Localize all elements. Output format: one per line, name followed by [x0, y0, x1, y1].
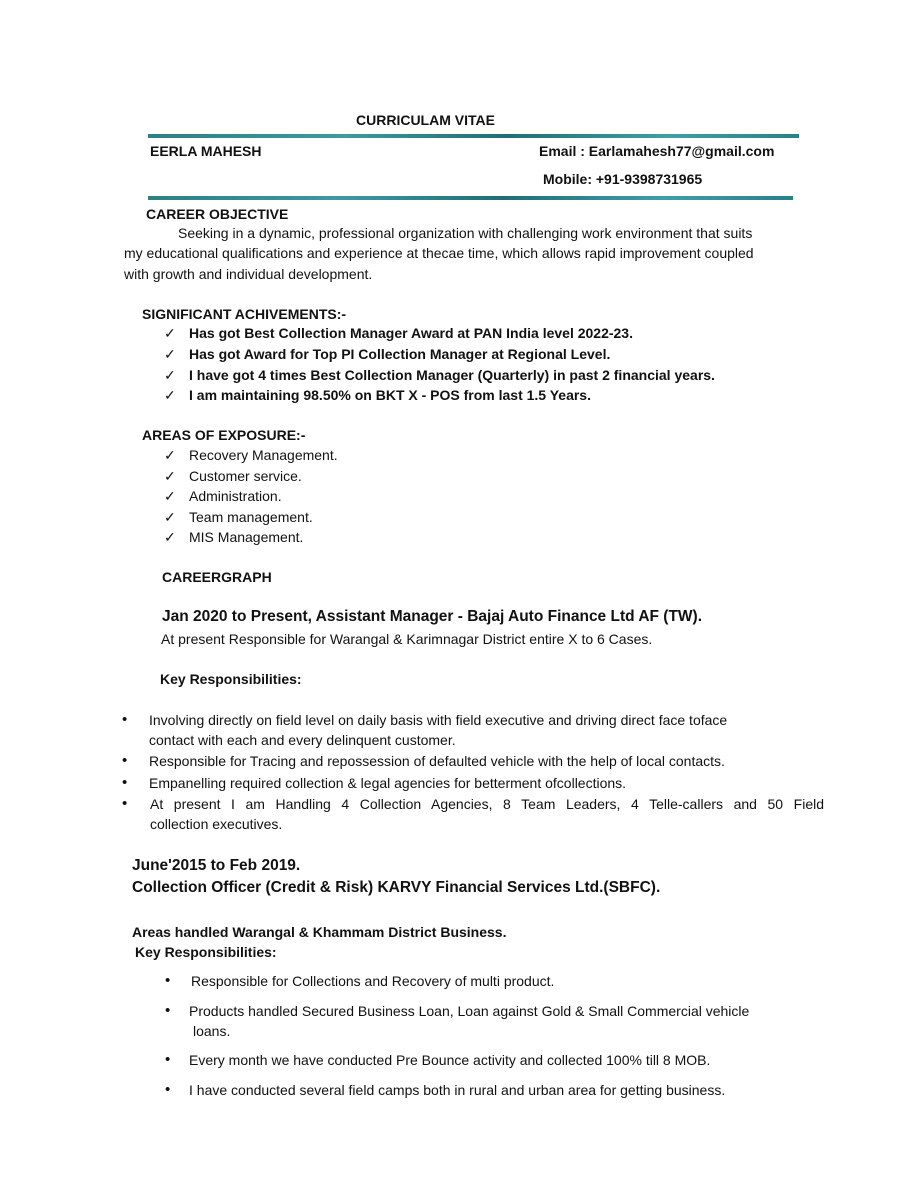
job1-resp-line: contact with each and every delinquent customer.	[149, 732, 456, 748]
job1-resp-line: Responsible for Tracing and repossession of defaulted vehicle with the help of local contacts.	[149, 753, 725, 769]
objective-line: with growth and individual development.	[124, 266, 373, 282]
job1-resp-line: Empanelling required collection & legal agencies for betterment ofcollections.	[149, 775, 627, 791]
objective-line: my educational qualifications and experience at thecae time, which allows rapid improvement coupled	[124, 245, 754, 261]
bullet-icon: •	[165, 1051, 171, 1068]
mobile-text: Mobile: +91-9398731965	[543, 171, 703, 187]
job2-title: Collection Officer (Credit & Risk) KARVY Financial Services Ltd.(SBFC).	[132, 879, 661, 896]
job1-responsibilities-heading: Key Responsibilities:	[160, 671, 302, 687]
bullet-icon: •	[165, 1081, 171, 1098]
job2-areas: Areas handled Warangal & Khammam District Business.	[132, 924, 507, 940]
check-icon: ✓	[164, 468, 176, 484]
job2-resp-line: Responsible for Collections and Recovery of multi product.	[191, 973, 555, 989]
careergraph-heading: CAREERGRAPH	[162, 569, 272, 585]
exposure-item: Recovery Management.	[189, 447, 338, 463]
document-title: CURRICULAM VITAE	[356, 112, 495, 128]
job2-resp-line: I have conducted several field camps both in rural and urban area for getting business.	[189, 1082, 726, 1098]
bullet-icon: •	[122, 752, 128, 769]
check-icon: ✓	[164, 325, 176, 341]
check-icon: ✓	[164, 447, 176, 463]
achievement-item: I am maintaining 98.50% on BKT X - POS from last 1.5 Years.	[189, 387, 591, 403]
job1-resp-line: Involving directly on field level on daily basis with field executive and driving direct face toface	[149, 712, 728, 728]
bullet-icon: •	[122, 711, 128, 728]
candidate-name: EERLA MAHESH	[150, 143, 262, 159]
objective-heading: CAREER OBJECTIVE	[146, 206, 289, 222]
bullet-icon: •	[165, 1002, 171, 1019]
email-text: Email : Earlamahesh77@gmail.com	[539, 143, 775, 159]
job1-resp-line: collection executives.	[150, 816, 283, 832]
job1-resp-line: At present I am Handling 4 Collection Agencies, 8 Team Leaders, 4 Telle-callers and 50 Field	[150, 796, 824, 812]
check-icon: ✓	[164, 509, 176, 525]
job2-period: June'2015 to Feb 2019.	[132, 857, 301, 874]
bullet-icon: •	[165, 972, 171, 989]
exposure-heading: AREAS OF EXPOSURE:-	[142, 427, 306, 443]
job2-resp-line: Products handled Secured Business Loan, Loan against Gold & Small Commercial vehicle	[189, 1003, 750, 1019]
check-icon: ✓	[164, 529, 176, 545]
achievement-item: I have got 4 times Best Collection Manager (Quarterly) in past 2 financial years.	[189, 367, 715, 383]
job2-resp-line: loans.	[193, 1023, 231, 1039]
job2-responsibilities-heading: Key Responsibilities:	[135, 944, 277, 960]
top-divider	[148, 134, 799, 138]
bullet-icon: •	[122, 774, 128, 791]
achievement-item: Has got Award for Top PI Collection Manager at Regional Level.	[189, 346, 611, 362]
job1-title: Jan 2020 to Present, Assistant Manager - Bajaj Auto Finance Ltd AF (TW).	[162, 608, 703, 625]
job1-summary: At present Responsible for Warangal & Karimnagar District entire X to 6 Cases.	[161, 631, 653, 647]
exposure-item: MIS Management.	[189, 529, 304, 545]
job2-resp-line: Every month we have conducted Pre Bounce activity and collected 100% till 8 MOB.	[189, 1052, 711, 1068]
check-icon: ✓	[164, 346, 176, 362]
check-icon: ✓	[164, 488, 176, 504]
check-icon: ✓	[164, 387, 176, 403]
exposure-item: Team management.	[189, 509, 313, 525]
objective-line: Seeking in a dynamic, professional organization with challenging work environment that suits	[178, 225, 753, 241]
check-icon: ✓	[164, 367, 176, 383]
achievement-item: Has got Best Collection Manager Award at PAN India level 2022-23.	[189, 325, 633, 341]
achievements-heading: SIGNIFICANT ACHIVEMENTS:-	[142, 306, 347, 322]
exposure-item: Administration.	[189, 488, 282, 504]
exposure-item: Customer service.	[189, 468, 302, 484]
bottom-divider	[148, 196, 793, 200]
bullet-icon: •	[122, 795, 128, 812]
